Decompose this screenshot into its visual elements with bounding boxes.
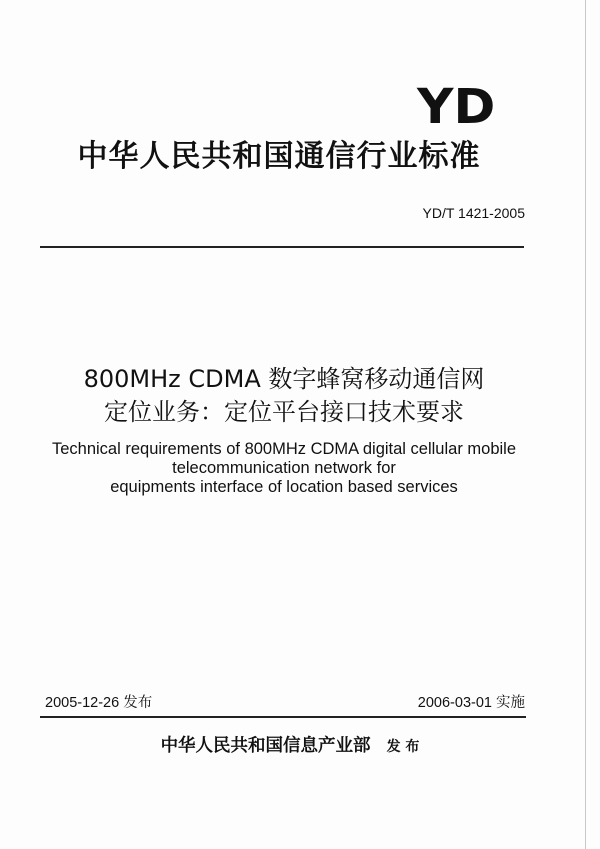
english-title-line-2: telecommunication network for — [172, 459, 396, 477]
standard-number: YD/T 1421-2005 — [422, 205, 525, 221]
issue-date: 2005-12-26 发布 — [45, 695, 153, 711]
standard-title: 中华人民共和国通信行业标准 — [77, 139, 481, 174]
chinese-title-line-1: 800MHz CDMA 数字蜂窝移动通信网 — [83, 365, 485, 393]
english-title-line-3: equipments interface of location based services — [110, 478, 458, 496]
publisher-name: 中华人民共和国信息产业部 — [160, 736, 371, 756]
top-divider — [40, 246, 524, 248]
publisher-action: 发 布 — [386, 739, 420, 755]
chinese-title-line-2: 定位业务：定位平台接口技术要求 — [104, 398, 464, 426]
publisher — [0, 738, 580, 756]
yd-logo: YD — [417, 79, 496, 135]
page-edge-line — [585, 0, 586, 849]
implementation-date: 2006-03-01 实施 — [417, 695, 525, 711]
english-title-line-1: Technical requirements of 800MHz CDMA digital cellular mobile — [51, 440, 517, 458]
bottom-divider — [40, 716, 526, 718]
